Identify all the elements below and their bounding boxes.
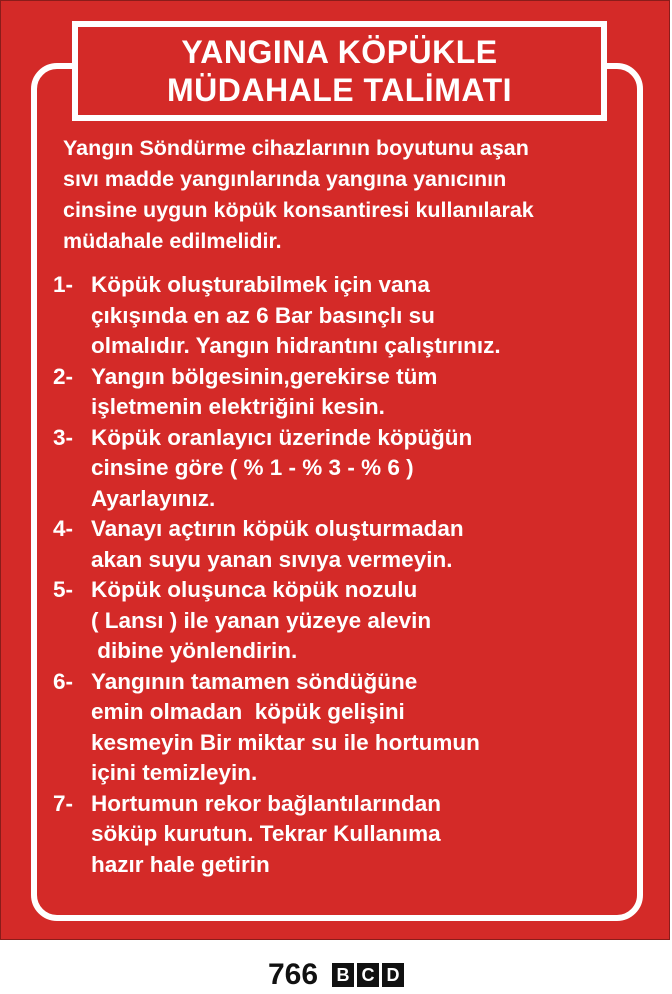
step-number: 6-	[53, 668, 74, 694]
steps-list	[53, 270, 653, 880]
step-line: hazır hale getirin	[91, 851, 270, 877]
title-line-2: MÜDAHALE TALİMATI	[166, 72, 513, 108]
intro-paragraph	[63, 133, 643, 257]
step-line: emin olmadan köpük gelişini	[91, 699, 405, 724]
step-text	[91, 362, 437, 423]
step-text	[91, 789, 441, 881]
step-line: Ayarlayınız.	[91, 485, 216, 511]
step-text	[91, 575, 431, 667]
step-number: 3-	[53, 424, 74, 450]
step-line: içini temizleyin.	[91, 760, 258, 785]
step-line: çıkışında en az 6 Bar basınçlı su	[91, 302, 435, 328]
step-line: Vanayı açtırın köpük oluşturmadan	[91, 516, 464, 541]
step-line: Yangının tamamen söndüğüne	[91, 668, 418, 694]
step-line: Köpük oranlayıcı üzerinde köpüğün	[91, 424, 473, 450]
logo-letter: D	[382, 963, 404, 987]
step-item	[53, 667, 653, 789]
step-line: Yangın bölgesinin,gerekirse tüm	[91, 363, 438, 389]
step-item	[53, 270, 653, 362]
intro-line: müdahale edilmelidir.	[63, 229, 282, 253]
title-box	[72, 21, 607, 121]
step-item	[53, 789, 653, 881]
step-item	[53, 362, 653, 423]
step-number: 1-	[53, 272, 74, 297]
step-item	[53, 514, 653, 575]
step-line: söküp kurutun. Tekrar Kullanıma	[91, 821, 441, 846]
step-text	[91, 667, 480, 789]
step-text	[91, 270, 501, 362]
step-number: 5-	[53, 577, 74, 602]
footer	[0, 956, 672, 994]
intro-line: cinsine uygun köpük konsantiresi kullanılarak	[63, 198, 534, 222]
intro-line: Yangın Söndürme cihazlarının boyutunu aşan	[63, 136, 529, 160]
step-line: olmalıdır. Yangın hidrantını çalıştırınız.	[91, 333, 501, 358]
step-line: kesmeyin Bir miktar su ile hortumun	[91, 729, 480, 755]
logo-letter: C	[357, 963, 379, 987]
step-line: akan suyu yanan sıvıya vermeyin.	[91, 546, 453, 572]
step-line: Köpük oluşunca köpük nozulu	[91, 577, 418, 602]
step-line: işletmenin elektriğini kesin.	[91, 394, 385, 419]
step-line: dibine yönlendirin.	[91, 638, 298, 663]
step-line: Köpük oluşturabilmek için vana	[91, 272, 430, 297]
title-line-1: YANGINA KÖPÜKLE	[181, 34, 498, 70]
step-item	[53, 423, 653, 515]
step-number: 2-	[53, 363, 74, 389]
brand-logo	[332, 963, 404, 987]
step-line: Hortumun rekor bağlantılarından	[91, 790, 442, 816]
step-line: cinsine göre ( % 1 - % 3 - % 6 )	[91, 455, 414, 480]
step-line: ( Lansı ) ile yanan yüzeye alevin	[91, 607, 432, 633]
intro-line: sıvı madde yangınlarında yangına yanıcının	[63, 167, 507, 191]
step-text	[91, 514, 464, 575]
step-number: 7-	[53, 790, 74, 816]
product-code: 766	[267, 958, 319, 991]
step-item	[53, 575, 653, 667]
logo-letter: B	[332, 963, 354, 987]
step-number: 4-	[53, 516, 74, 541]
step-text	[91, 423, 472, 515]
